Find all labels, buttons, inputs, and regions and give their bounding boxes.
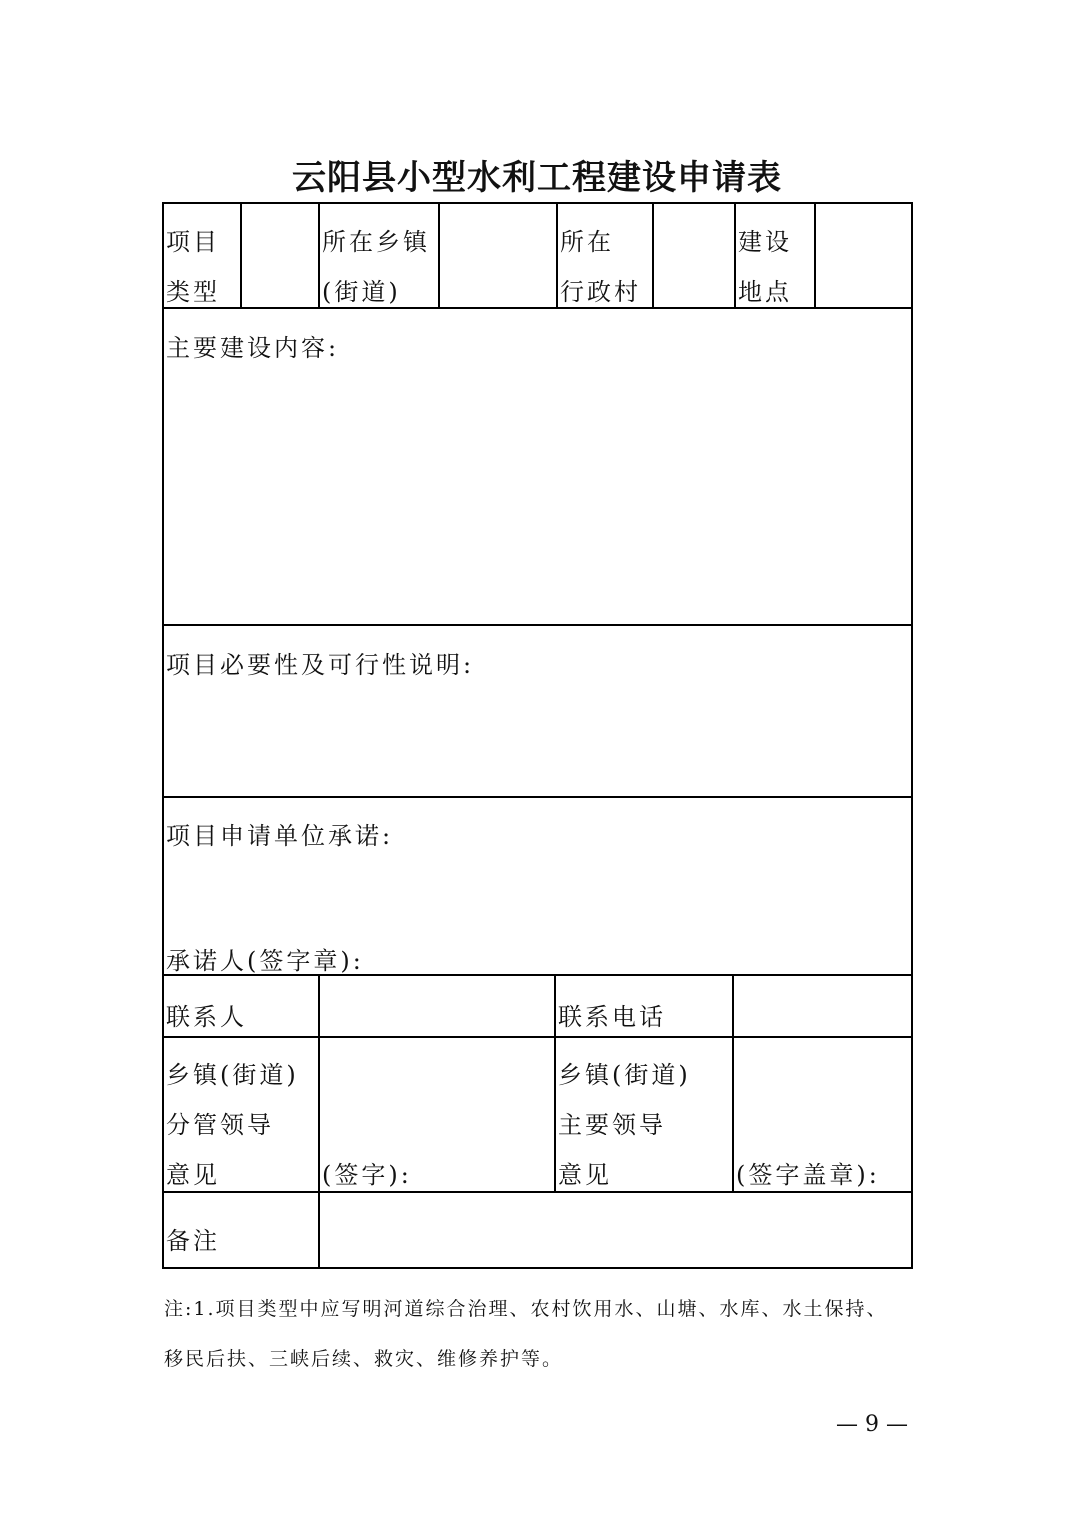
table-left-border [162, 202, 164, 1268]
col-divider [734, 202, 736, 308]
col-divider [732, 1036, 734, 1192]
col-divider [732, 974, 734, 1037]
page-title: 云阳县小型水利工程建设申请表 [292, 158, 782, 198]
table-bottom-border [162, 1267, 913, 1269]
deputy-sign-label: (签字): [322, 1161, 412, 1189]
col-divider [318, 1036, 320, 1192]
village-label-line2: 行政村 [560, 278, 641, 306]
col-divider [814, 202, 816, 308]
col-divider [318, 202, 320, 308]
note-line-1: 注:1.项目类型中应写明河道综合治理、农村饮用水、山塘、水库、水土保持、 [164, 1298, 888, 1320]
table-right-border [911, 202, 913, 1268]
col-divider [554, 1036, 556, 1192]
col-divider [554, 974, 556, 1037]
main-content-label: 主要建设内容: [166, 334, 340, 362]
remarks-label: 备注 [166, 1227, 220, 1255]
deputy-leader-label-line2: 分管领导 [166, 1111, 274, 1139]
page-number: — 9 — [836, 1412, 908, 1437]
row-divider [162, 1191, 913, 1193]
main-leader-label-line3: 意见 [558, 1161, 612, 1189]
note-line-2: 移民后扶、三峡后续、救灾、维修养护等。 [164, 1348, 564, 1370]
col-divider [318, 1191, 320, 1268]
main-leader-label-line1: 乡镇(街道) [558, 1061, 691, 1089]
necessity-label: 项目必要性及可行性说明: [166, 651, 475, 679]
row-divider [162, 1036, 913, 1038]
site-label-line1: 建设 [738, 228, 792, 256]
row-divider [162, 796, 913, 798]
main-leader-label-line2: 主要领导 [558, 1111, 666, 1139]
row-divider [162, 307, 913, 309]
township-label-line1: 所在乡镇 [322, 228, 430, 256]
site-label-line2: 地点 [738, 278, 792, 306]
deputy-leader-label-line1: 乡镇(街道) [166, 1061, 299, 1089]
promisor-signature-label: 承诺人(签字章): [166, 947, 364, 975]
township-label-line2: (街道) [322, 278, 401, 306]
col-divider [318, 974, 320, 1037]
col-divider [240, 202, 242, 308]
project-type-label-line2: 类型 [166, 278, 220, 306]
village-label-line1: 所在 [560, 228, 614, 256]
deputy-leader-label-line3: 意见 [166, 1161, 220, 1189]
table-top-border [162, 202, 913, 204]
project-type-label-line1: 项目 [166, 228, 220, 256]
contact-phone-label: 联系电话 [558, 1003, 666, 1031]
row-divider [162, 624, 913, 626]
col-divider [652, 202, 654, 308]
col-divider [556, 202, 558, 308]
col-divider [438, 202, 440, 308]
commitment-label: 项目申请单位承诺: [166, 822, 394, 850]
main-sign-seal-label: (签字盖章): [736, 1161, 880, 1189]
contact-person-label: 联系人 [166, 1003, 247, 1031]
